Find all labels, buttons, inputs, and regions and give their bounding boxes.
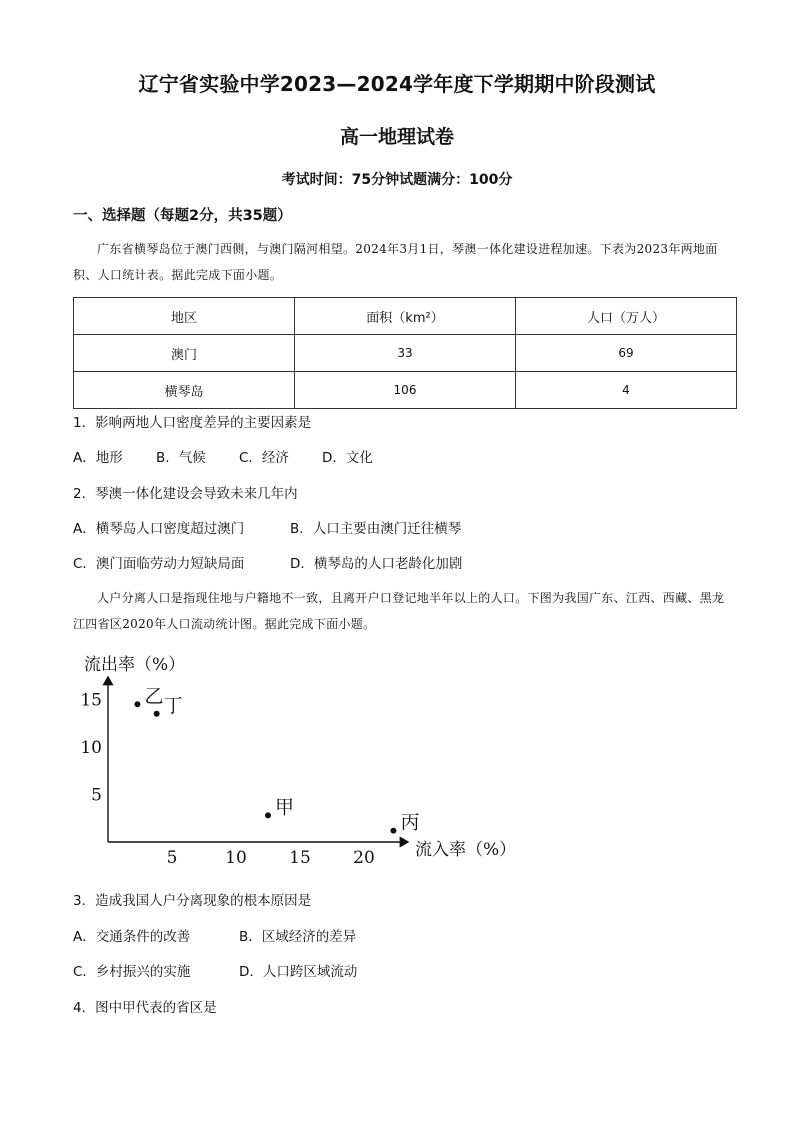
intro-paragraph-2: 人户分离人口是指现住地与户籍地不一致，且离开户口登记地半年以上的人口。下图为我国广东、江西、西藏、黑龙江四省区2020年人口流动统计图。据此完成下面小题。: [73, 591, 725, 631]
table-header-cell: 面积（km²）: [295, 298, 516, 335]
option-d[interactable]: D．文化: [322, 450, 373, 466]
x-axis-label: 流入率（%）: [415, 840, 517, 860]
table-cell: 横琴岛: [74, 372, 295, 409]
option-c[interactable]: C．乡村振兴的实施: [73, 964, 191, 980]
table-cell: 4: [516, 372, 737, 409]
exam-info: 考试时间：75分钟试题满分：100分: [281, 172, 513, 188]
intro-paragraph: 广东省横琴岛位于澳门西侧，与澳门隔河相望。2024年3月1日，琴澳一体化建设进程加速。下表为2023年两地面积、人口统计表。据此完成下面小题。: [73, 242, 718, 282]
data-point-label: 丁: [163, 694, 183, 717]
option-d[interactable]: D．人口跨区域流动: [239, 964, 358, 980]
data-point-label: 丙: [400, 811, 420, 834]
y-tick-label: 15: [80, 690, 102, 711]
exam-subtitle: 高一地理试卷: [339, 126, 454, 148]
table-header-cell: 地区: [74, 298, 295, 335]
data-point: [265, 812, 271, 818]
option-d[interactable]: D．横琴岛的人口老龄化加剧: [290, 556, 463, 572]
option-c[interactable]: C．澳门面临劳动力短缺局面: [73, 556, 245, 572]
y-axis-label: 流出率（%）: [84, 655, 186, 675]
question-1-stem: 1．影响两地人口密度差异的主要因素是: [73, 415, 312, 431]
question-3-options-row2: [73, 960, 357, 980]
x-tick-label: 15: [289, 848, 311, 868]
question-2-stem: 2．琴澳一体化建设会导致未来几年内: [73, 486, 298, 502]
option-a[interactable]: A．交通条件的改善: [73, 929, 191, 945]
population-flow-scatter-chart: [70, 645, 530, 870]
question-1-options: [73, 446, 373, 466]
y-tick-label: 10: [80, 738, 102, 758]
data-point-label: 甲: [275, 796, 295, 819]
x-tick-label: 20: [353, 848, 375, 868]
table-cell: 澳门: [74, 335, 295, 372]
option-b[interactable]: B．气候: [156, 450, 206, 466]
question-4-stem: 4．图中甲代表的省区是: [73, 1000, 217, 1016]
y-tick-label: 5: [91, 785, 102, 806]
question-3-stem: 3．造成我国人户分离现象的根本原因是: [73, 893, 312, 909]
option-a[interactable]: A．地形: [73, 450, 123, 466]
table-cell: 106: [295, 372, 516, 409]
option-b[interactable]: B．人口主要由澳门迁往横琴: [290, 521, 462, 537]
table-cell: 33: [295, 335, 516, 372]
table-header-row: [74, 298, 737, 335]
table-row: [74, 372, 737, 409]
x-tick-label: 10: [225, 848, 247, 868]
data-point: [390, 828, 396, 834]
data-point: [134, 701, 140, 707]
table-row: [74, 335, 737, 372]
question-2-options-row1: [73, 517, 461, 537]
data-point: [154, 711, 160, 717]
option-a[interactable]: A．横琴岛人口密度超过澳门: [73, 521, 245, 537]
area-population-table: [73, 297, 737, 409]
option-b[interactable]: B．区域经济的差异: [239, 929, 357, 945]
question-3-options-row1: [73, 925, 356, 945]
option-c[interactable]: C．经济: [239, 450, 289, 466]
data-point-label: 乙: [144, 685, 164, 708]
section-heading: 一、选择题（每题2分，共35题）: [73, 208, 292, 224]
exam-title: 辽宁省实验中学2023—2024学年度下学期期中阶段测试: [138, 72, 656, 96]
x-tick-label: 5: [166, 848, 178, 868]
table-header-cell: 人口（万人）: [516, 298, 737, 335]
table-cell: 69: [516, 335, 737, 372]
question-2-options-row2: [73, 552, 462, 572]
